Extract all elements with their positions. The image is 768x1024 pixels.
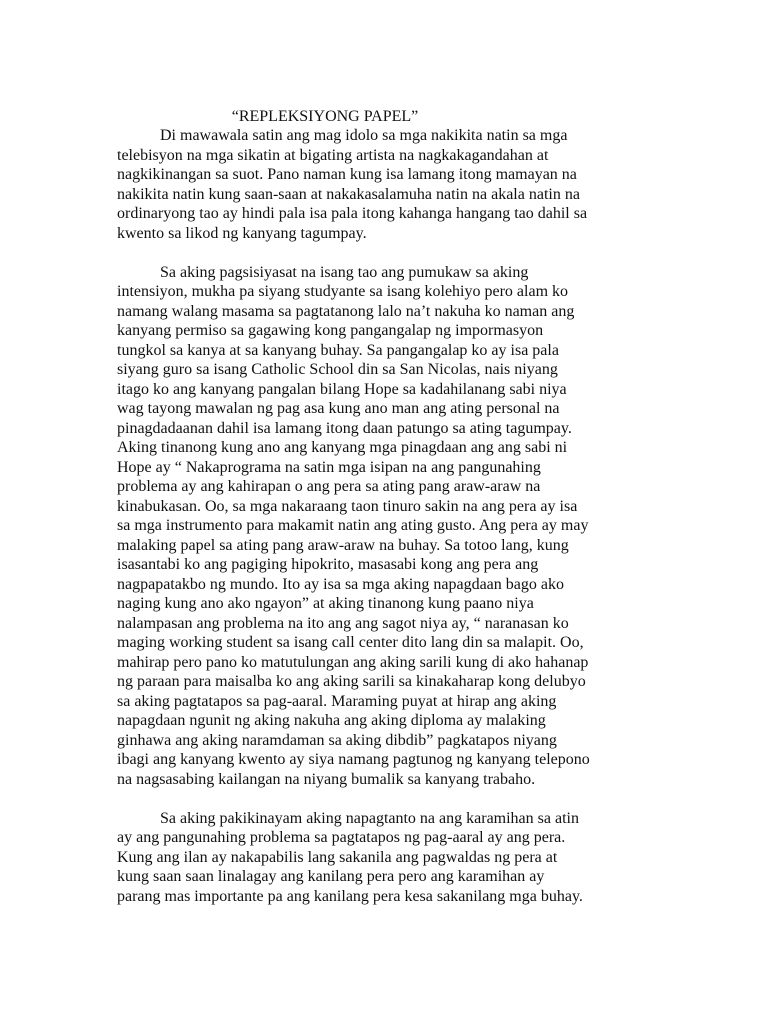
text-line: mahirap pero pano ko matutulungan ang aking sarili kung di ako hahanap	[117, 653, 589, 671]
text-line: Sa aking pakikinayam aking napagtanto na ang karamihan sa atin	[160, 809, 579, 827]
text-line: kanyang permiso sa gagawing kong pangangalap ng impormasyon	[117, 322, 544, 339]
document-body	[117, 107, 767, 906]
text-line: wag tayong mawalan ng pag asa kung ano man ang ating personal na	[117, 400, 560, 417]
paragraph-2	[117, 263, 767, 790]
paragraph-3	[117, 809, 767, 907]
text-line: tungkol sa kanya at sa kanyang buhay. Sa pangangalap ko ay isa pala	[117, 341, 559, 359]
text-line: itago ko ang kanyang pangalan bilang Hope sa kadahilanang sabi niya	[117, 380, 567, 398]
text-line: isasantabi ko ang pagiging hipokrito, masasabi kong ang pera ang	[117, 556, 539, 573]
text-line: nakikita natin kung saan-saan at nakakasalamuha natin na akala natin na	[117, 185, 580, 203]
text-line: nagkikinangan sa suot. Pano naman kung isa lamang itong mamayan na	[117, 166, 577, 183]
text-line: naging kung ano ako ngayon” at aking tinanong kung paano niya	[117, 595, 534, 612]
text-line: kung saan saan linalagay ang kanilang pera pero ang karamihan ay	[117, 868, 545, 885]
text-line: malaking papel sa ating pang araw-araw na buhay. Sa totoo lang, kung	[117, 536, 569, 554]
text-line: na nagsasabing kailangan na niyang bumalik sa kanyang trabaho.	[117, 770, 536, 788]
text-line: problema ay ang kahirapan o ang pera sa ating pang araw-araw na	[117, 478, 541, 495]
paragraph-container	[117, 126, 767, 906]
text-line: Kung ang ilan ay nakapabilis lang sakanila ang pagwaldas ng pera at	[117, 848, 558, 866]
text-line: sa mga instrumento para makamit natin ang ating gusto. Ang pera ay may	[117, 517, 589, 534]
text-line: namang walang masama sa pagtatanong lalo na’t nakuha ko naman ang	[117, 302, 575, 320]
text-line: ay ang pangunahing problema sa pagtatapos ng pag-aaral ay ang pera.	[117, 829, 566, 846]
text-line: Aking tinanong kung ano ang kanyang mga pinagdaan ang ang sabi ni	[117, 439, 568, 456]
text-line: parang mas importante pa ang kanilang pera kesa sakanilang mga buhay.	[117, 887, 583, 905]
text-line: ordinaryong tao ay hindi pala isa pala itong kahanga hangang tao dahil sa	[117, 205, 588, 222]
text-line: kinabukasan. Oo, sa mga nakaraang taon tinuro sakin na ang pera ay isa	[117, 497, 578, 515]
text-line: nagpapatakbo ng mundo. Ito ay isa sa mga aking napagdaan bago ako	[117, 575, 564, 593]
paragraph-gap	[117, 243, 767, 263]
paragraph-1	[117, 126, 767, 243]
text-line: ng paraan para maisalba ko ang aking sarili sa kinakaharap kong delubyo	[117, 673, 586, 690]
text-line: pinagdadaanan dahil isa lamang itong daan patungo sa ating tagumpay.	[117, 419, 572, 437]
text-line: Sa aking pagsisiyasat na isang tao ang pumukaw sa aking	[160, 263, 529, 281]
paragraph-gap	[117, 789, 767, 809]
text-line: siyang guro sa isang Catholic School din sa San Nicolas, nais niyang	[117, 361, 558, 378]
text-line: Hope ay “ Nakaprograma na satin mga isipan na ang pangunahing	[117, 458, 541, 476]
text-line: kwento sa likod ng kanyang tagumpay.	[117, 224, 367, 242]
text-line: sa aking pagtatapos sa pag-aaral. Maraming puyat at hirap ang aking	[117, 692, 557, 710]
text-line: napagdaan ngunit ng aking nakuha ang aking diploma ay malaking	[117, 712, 546, 729]
text-line: Di mawawala satin ang mag idolo sa mga nakikita natin sa mga	[160, 127, 568, 144]
text-line: intensiyon, mukha pa siyang studyante sa isang kolehiyo pero alam ko	[117, 283, 569, 300]
text-line: ibagi ang kanyang kwento ay siya namang pagtunog ng kanyang telepono	[117, 751, 590, 768]
text-line: nalampasan ang problema na ito ang ang sagot niya ay, “ naranasan ko	[117, 614, 569, 632]
text-line: ginhawa ang aking naramdaman sa aking dibdib” pagkatapos niyang	[117, 731, 557, 749]
text-line: telebisyon na mga sikatin at bigating artista na nagkakagandahan at	[117, 146, 549, 164]
text-line: maging working student sa isang call center dito lang din sa malapit. Oo,	[117, 634, 584, 651]
document-title: “REPLEKSIYONG PAPEL”	[231, 108, 419, 125]
